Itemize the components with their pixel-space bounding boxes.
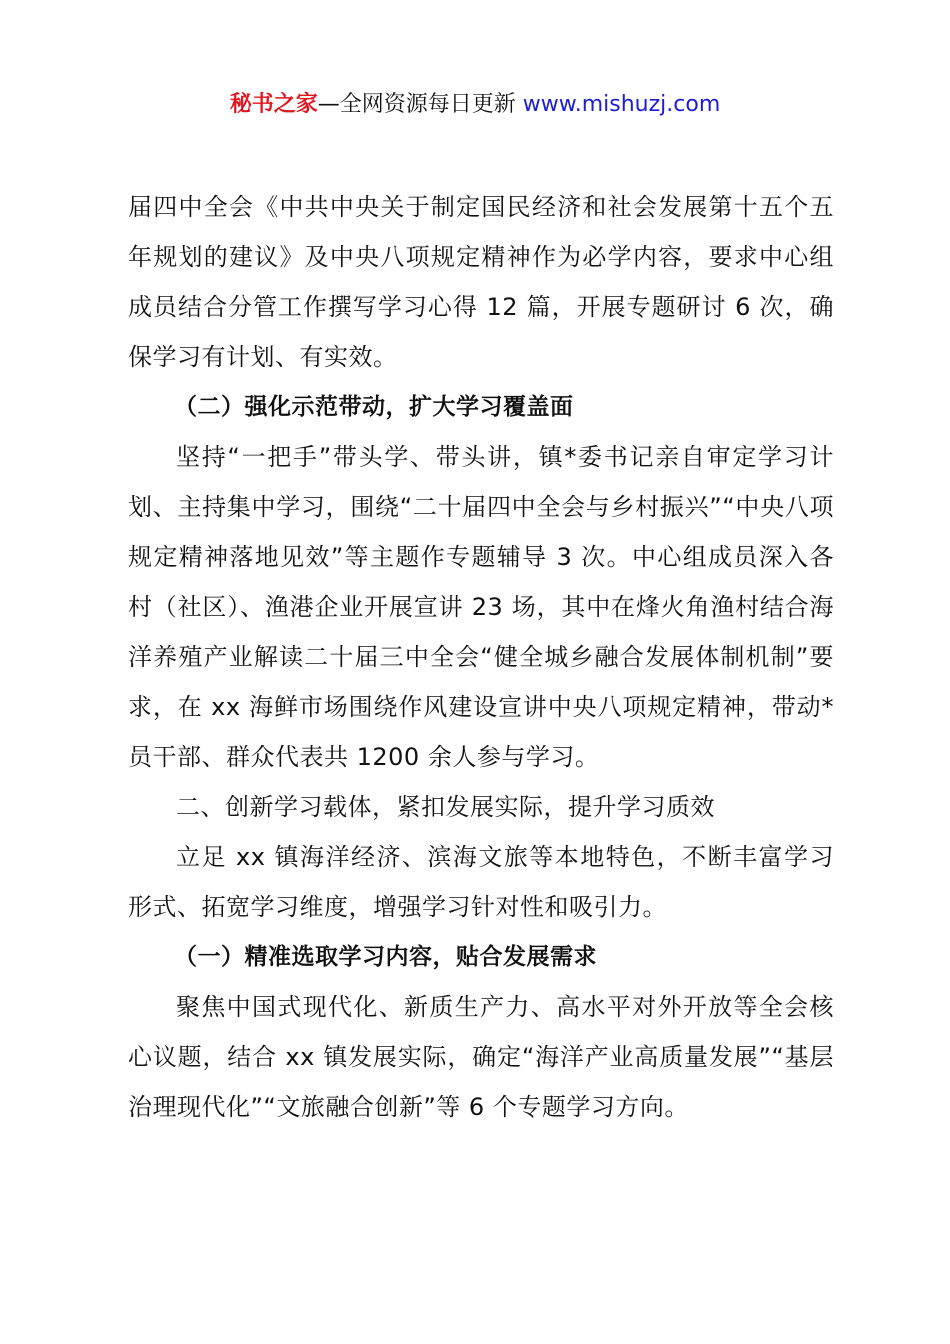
subsection-heading-1: （一）精准选取学习内容，贴合发展需求 [174,944,597,970]
body-paragraph: 坚持“一把手”带头学、带头讲，镇*委书记亲自审定学习计划、主持集中学习，围绕“二十届四中全会与乡村振兴”“中央八项规定精神落地见效”等主题作专题辅导 3 次。中心组成员深入各村（社区）、渔港企业开展宣讲 23 场，其中在烽火角渔村结合海洋养殖产业解读二十届三中全会“健全城乡融合发展体制机制”要求，在 xx 海鲜市场围绕作风建设宣讲中央八项规定精神，带动*员干部、群众代表共 1200 余人参与学习。 [128,443,834,771]
site-url-link[interactable]: www.mishuzj.com [522,92,721,117]
site-brand: 秘书之家 [229,92,318,117]
section-heading-2: 二、创新学习载体，紧扣发展实际，提升学习质效 [176,793,715,821]
body-paragraph: 立足 xx 镇海洋经济、滨海文旅等本地特色，不断丰富学习形式、拓宽学习维度，增强学习针对性和吸引力。 [128,843,834,921]
document-body [128,182,834,1132]
body-paragraph: 聚焦中国式现代化、新质生产力、高水平对外开放等全会核心议题，结合 xx 镇发展实际，确定“海洋产业高质量发展”“基层治理现代化”“文旅融合创新”等 6 个专题学习方向。 [128,993,834,1121]
site-tagline: —全网资源每日更新 [317,92,523,117]
subsection-heading-2: （二）强化示范带动，扩大学习覆盖面 [174,394,574,420]
body-paragraph-continuation: 届四中全会《中共中央关于制定国民经济和社会发展第十五个五年规划的建议》及中央八项规定精神作为必学内容，要求中心组成员结合分管工作撰写学习心得 12 篇，开展专题研讨 6 次，确保学习有计划、有实效。 [128,193,834,371]
page-header [0,88,950,122]
